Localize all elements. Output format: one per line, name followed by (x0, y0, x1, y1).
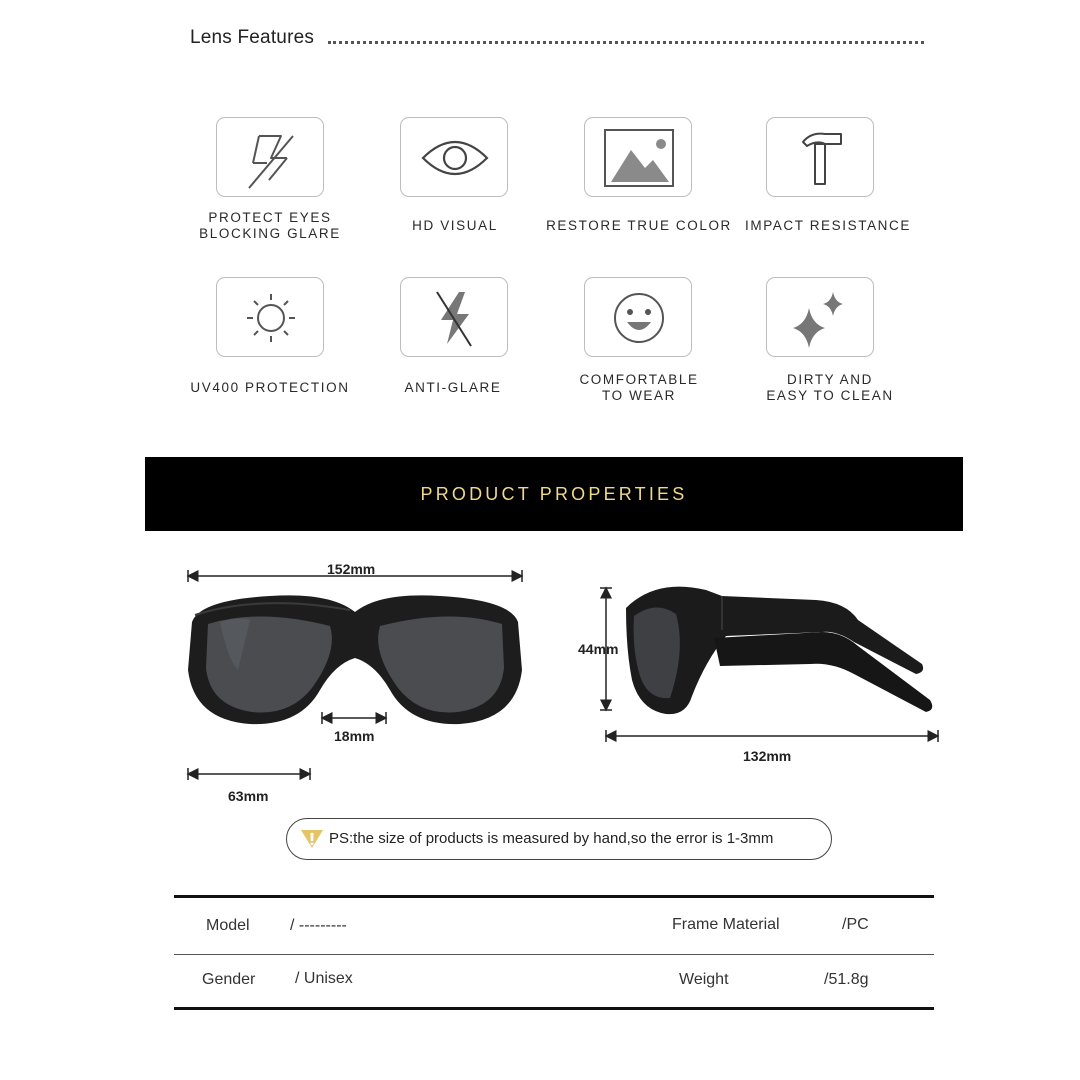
product-properties-title: PRODUCT PROPERTIES (420, 484, 688, 504)
feature-label-comfortable: COMFORTABLE TO WEAR (579, 372, 699, 403)
spec-model-value: / --------- (290, 917, 347, 934)
spec-table-bottom-rule (174, 1007, 934, 1010)
spec-table-middle-rule (174, 954, 934, 955)
feature-box-protect-eyes (216, 117, 324, 197)
feature-box-easy-clean (766, 277, 874, 357)
feature-label-hd-visual: HD VISUAL (412, 218, 498, 233)
warning-triangle-icon (299, 828, 325, 850)
sunglasses-front-image (188, 595, 522, 724)
lightning-icon (217, 118, 325, 198)
lens-height-label: 44mm (578, 641, 619, 657)
feature-label-anti-glare: ANTI-GLARE (404, 380, 502, 395)
spec-table-top-rule (174, 895, 934, 898)
feature-box-hd-visual (400, 117, 508, 197)
frame-width-label: 152mm (327, 561, 376, 577)
feature-label-easy-clean: DIRTY AND EASY TO CLEAN (766, 372, 894, 403)
spec-model-label: Model (206, 917, 250, 934)
heading-dotted-divider (328, 41, 924, 44)
feature-label-true-color: RESTORE TRUE COLOR (546, 218, 732, 233)
bridge-width-label: 18mm (334, 728, 375, 744)
temple-length-arrow (606, 730, 938, 742)
feature-label-protect-eyes: PROTECT EYES BLOCKING GLARE (199, 210, 341, 241)
lens-width-arrow (188, 768, 310, 780)
sun-icon (217, 278, 325, 358)
feature-box-true-color (584, 117, 692, 197)
side-view-diagram (596, 570, 946, 750)
smiley-icon (585, 278, 693, 358)
bridge-width-arrow (322, 712, 386, 724)
eye-icon (401, 118, 509, 198)
feature-box-impact (766, 117, 874, 197)
spec-gender-label: Gender (202, 971, 256, 988)
product-properties-banner (145, 457, 963, 531)
picture-icon (585, 118, 693, 198)
spec-weight-value: /51.8g (824, 971, 869, 988)
feature-box-uv400 (216, 277, 324, 357)
spec-gender-value: / Unisex (295, 970, 353, 987)
spec-frame-material-label: Frame Material (672, 916, 780, 933)
spec-weight-label: Weight (679, 971, 729, 988)
lens-features-heading: Lens Features (190, 27, 315, 48)
hammer-icon (767, 118, 875, 198)
measurement-note-text: PS:the size of products is measured by hand,so the error is 1-3mm (329, 830, 774, 847)
temple-length-label: 132mm (743, 748, 792, 764)
measurement-note (286, 818, 832, 860)
anti-glare-icon (401, 278, 509, 358)
feature-label-impact: IMPACT RESISTANCE (745, 218, 911, 233)
feature-box-anti-glare (400, 277, 508, 357)
spec-frame-material-value: /PC (842, 916, 869, 933)
front-view-diagram (180, 560, 530, 810)
feature-box-comfortable (584, 277, 692, 357)
lens-width-label: 63mm (228, 788, 269, 804)
feature-label-uv400: UV400 PROTECTION (190, 380, 350, 395)
sparkle-icon (767, 278, 875, 358)
sunglasses-side-image (626, 587, 932, 715)
